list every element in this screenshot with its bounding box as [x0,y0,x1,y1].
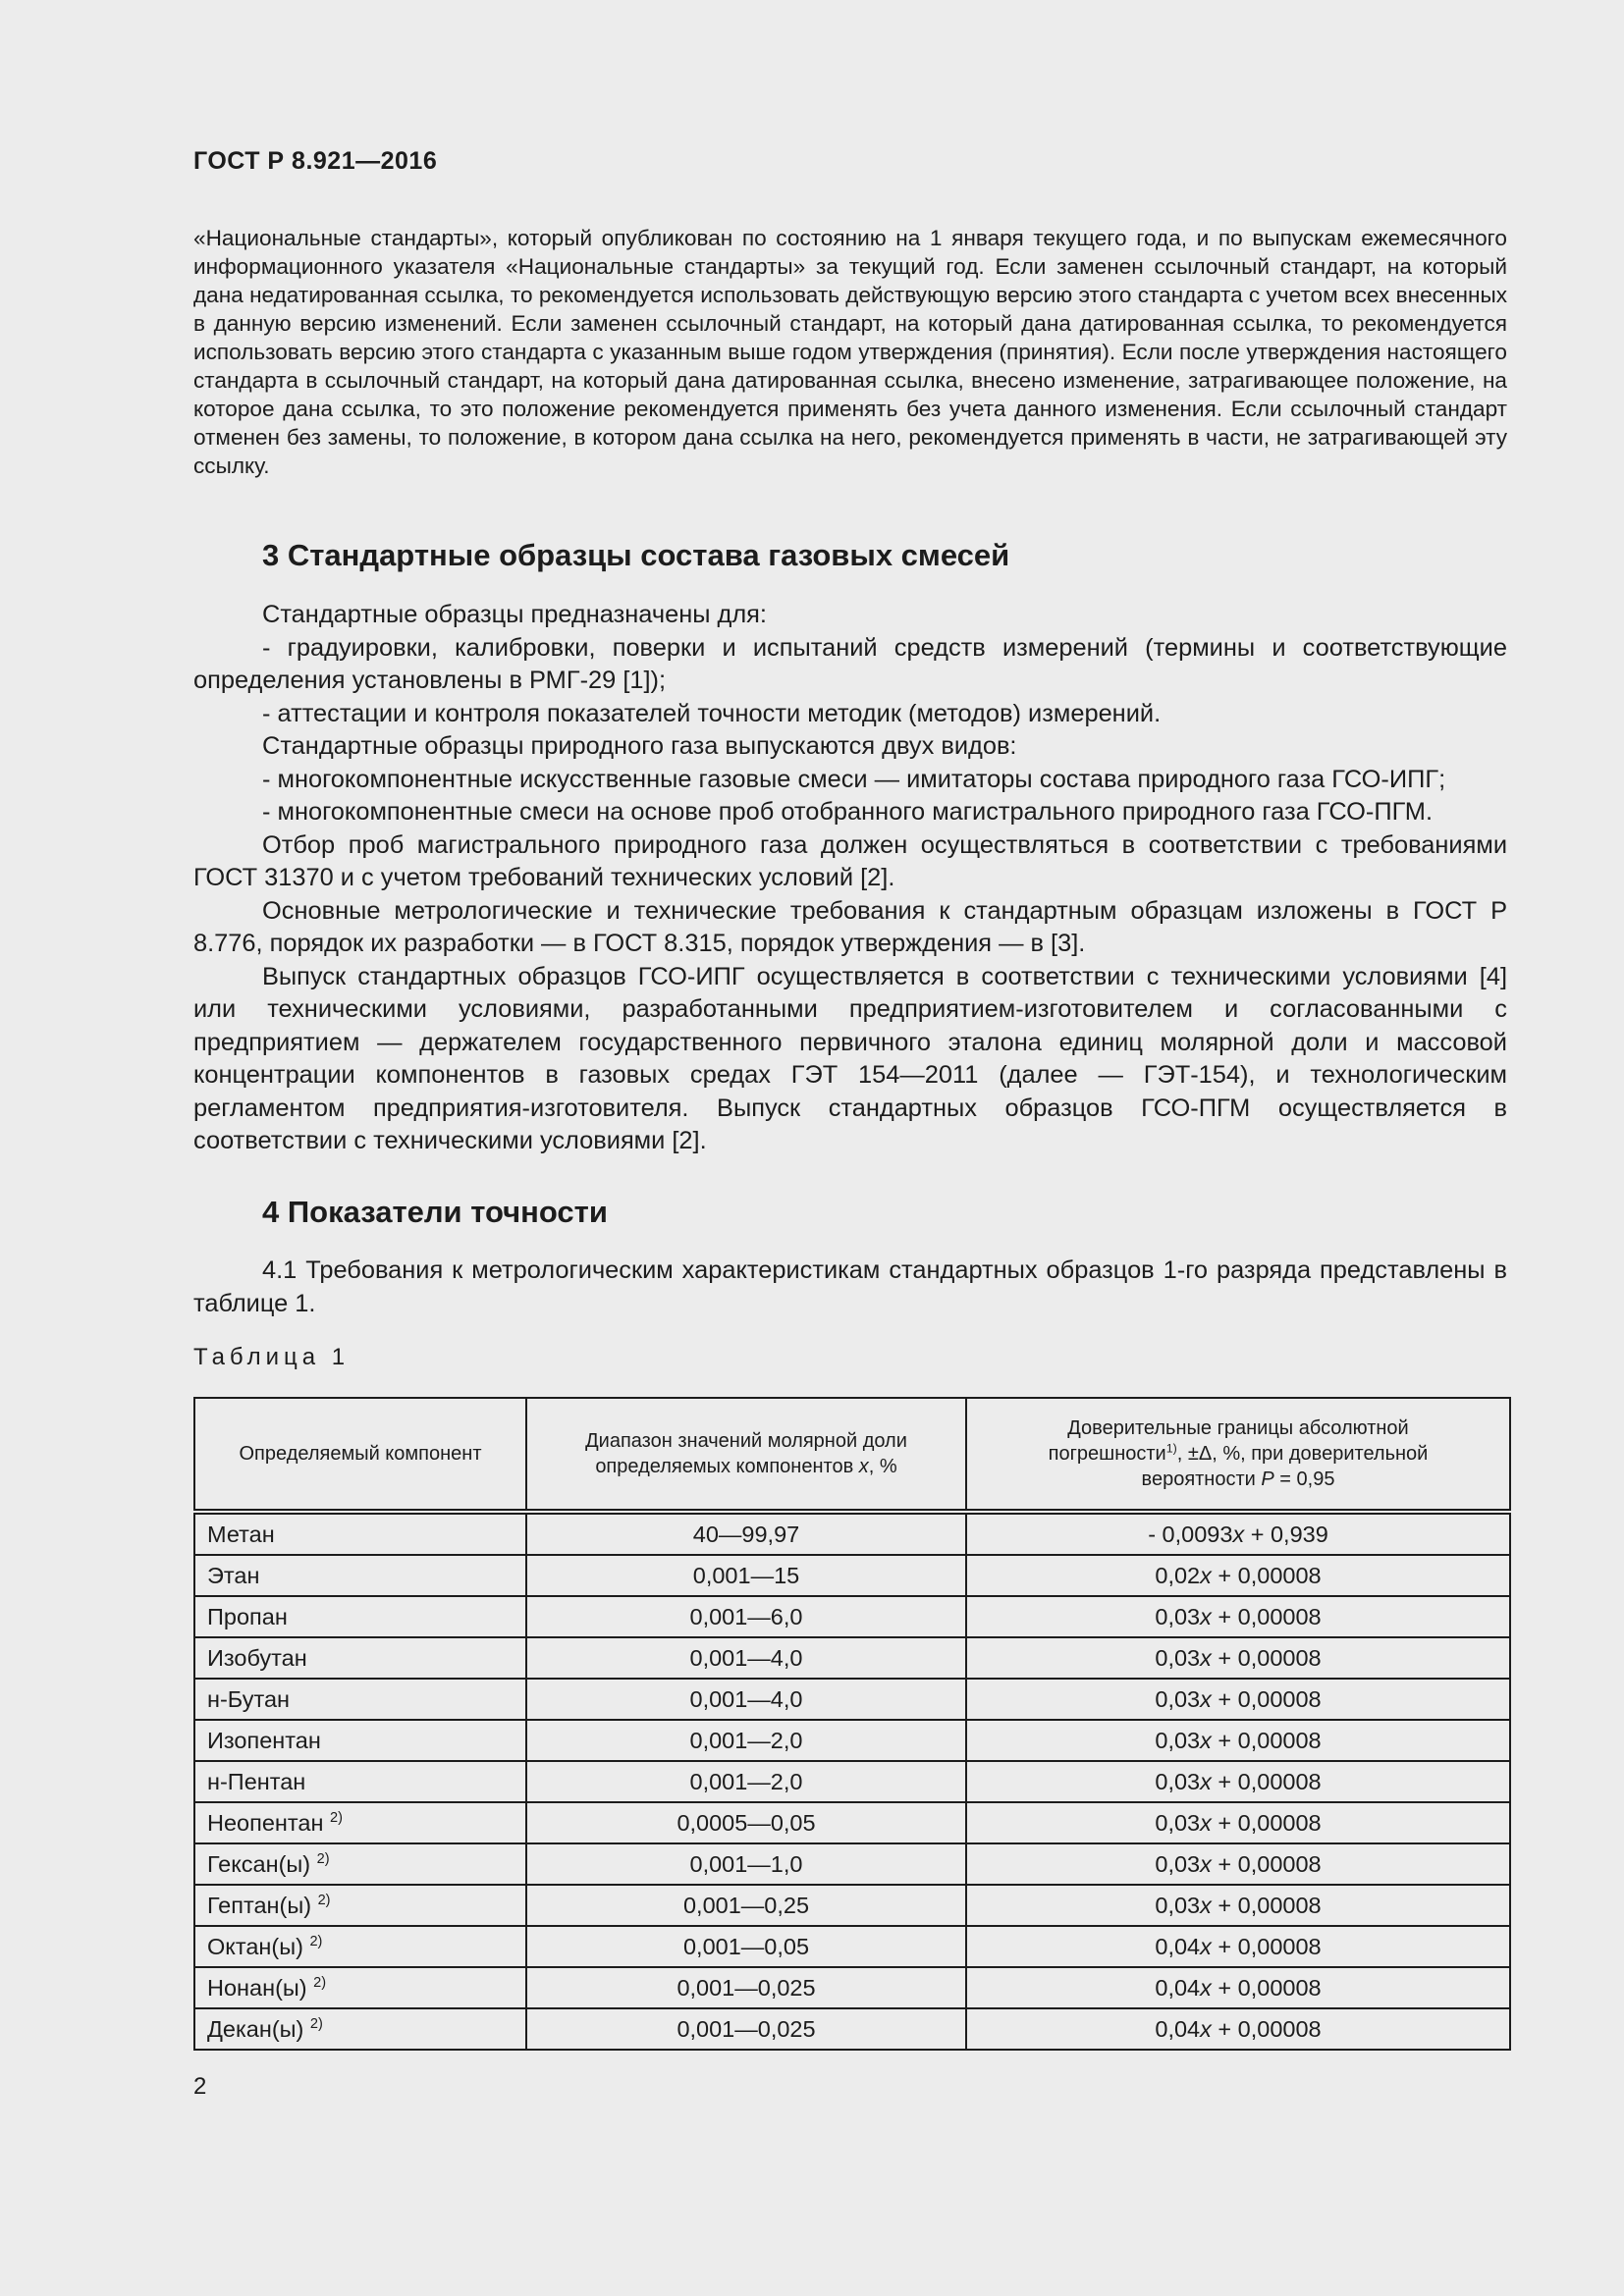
page-number: 2 [193,2073,207,2100]
cell-range: 0,001—0,025 [526,2008,966,2050]
cell-component: н-Бутан [194,1679,526,1720]
table-row [194,1637,1510,1679]
header-range: Диапазон значений молярной доли определяемых компонентов x, % [526,1398,966,1512]
paragraph: Стандартные образцы предназначены для: [262,601,767,628]
section-3-body [193,599,1507,1158]
cell-error: 0,04x + 0,00008 [966,1926,1510,1967]
table-row [194,1885,1510,1926]
table-header-row [194,1398,1510,1512]
cell-component: Неопентан $^{2)}$ [194,1802,526,1843]
paragraph: Отбор проб магистрального природного газа должен осуществляться в соответствии с требованиями ГОСТ 31370 и с учетом требований технических условий [2]. [193,830,1507,891]
table-row [194,1512,1510,1555]
paragraph: - многокомпонентные смеси на основе проб отобранного магистрального природного газа ГСО-ПГМ. [262,798,1433,826]
cell-component: н-Пентан [194,1761,526,1802]
cell-range: 0,001—4,0 [526,1679,966,1720]
table-row [194,1843,1510,1885]
cell-component: Гептан(ы) $^{2)}$ [194,1885,526,1926]
cell-component: Декан(ы) $^{2)}$ [194,2008,526,2050]
cell-error: 0,03x + 0,00008 [966,1596,1510,1637]
cell-range: 0,001—1,0 [526,1843,966,1885]
accuracy-table [193,1397,1511,2051]
paragraph: - многокомпонентные искусственные газовые смеси — имитаторы состава природного газа ГСО-ИПГ; [262,765,1446,793]
paragraph: - градуировки, калибровки, поверки и испытаний средств измерений (термины и соответствующие определения установлены в РМГ-29 [1]); [193,633,1507,694]
table-row [194,1720,1510,1761]
section-4-title: 4 Показатели точности [262,1195,608,1229]
cell-range: 0,001—4,0 [526,1637,966,1679]
paragraph: Выпуск стандартных образцов ГСО-ИПГ осуществляется в соответствии с техническими условиями [4] или техническими условиями, разработанными предприятием-изготовителем и согласованными с предприятием — держателем государственного первичного эталона единиц молярной доли и массовой концентрации компонентов в газовых средах ГЭТ 154—2011 (далее — ГЭТ-154), и технологическим регламентом предприятия-изготовителя. Выпуск стандартных образцов ГСО-ПГМ осуществляется в соответствии с техническими условиями [2]. [193,962,1507,1154]
cell-error: 0,03x + 0,00008 [966,1843,1510,1885]
cell-range: 0,001—0,05 [526,1926,966,1967]
table-body [194,1512,1510,2050]
cell-error: 0,03x + 0,00008 [966,1720,1510,1761]
cell-range: 0,0005—0,05 [526,1802,966,1843]
cell-range: 0,001—0,25 [526,1885,966,1926]
cell-range: 0,001—6,0 [526,1596,966,1637]
cell-error: 0,02x + 0,00008 [966,1555,1510,1596]
cell-component: Пропан [194,1596,526,1637]
table-row [194,1967,1510,2008]
cell-component: Нонан(ы) $^{2)}$ [194,1967,526,2008]
table-row [194,2008,1510,2050]
paragraph: Стандартные образцы природного газа выпускаются двух видов: [262,732,1017,760]
section-3-title: 3 Стандартные образцы состава газовых смесей [262,538,1010,572]
cell-component: Этан [194,1555,526,1596]
cell-range: 0,001—15 [526,1555,966,1596]
header-error: Доверительные границы абсолютной погрешности$^{1)}$, ±Δ, %, при доверительной вероятности P = 0,95 [966,1398,1510,1512]
cell-error: 0,04x + 0,00008 [966,1967,1510,2008]
table-row [194,1926,1510,1967]
cell-error: - 0,0093x + 0,939 [966,1512,1510,1555]
cell-component: Изопентан [194,1720,526,1761]
cell-range: 0,001—0,025 [526,1967,966,2008]
cell-range: 0,001—2,0 [526,1761,966,1802]
cell-error: 0,04x + 0,00008 [966,2008,1510,2050]
cell-range: 0,001—2,0 [526,1720,966,1761]
cell-error: 0,03x + 0,00008 [966,1802,1510,1843]
cell-error: 0,03x + 0,00008 [966,1637,1510,1679]
cell-component: Октан(ы) $^{2)}$ [194,1926,526,1967]
cell-error: 0,03x + 0,00008 [966,1679,1510,1720]
paragraph: 4.1 Требования к метрологическим характеристикам стандартных образцов 1-го разряда представлены в таблице 1. [193,1256,1507,1317]
header-component: Определяемый компонент [194,1398,526,1512]
cell-range: 40—99,97 [526,1512,966,1555]
paragraph: - аттестации и контроля показателей точности методик (методов) измерений. [262,699,1162,727]
table-row [194,1802,1510,1843]
table-row [194,1555,1510,1596]
cell-component: Изобутан [194,1637,526,1679]
cell-error: 0,03x + 0,00008 [966,1761,1510,1802]
intro-text [193,224,1507,480]
table-row [194,1596,1510,1637]
table-row [194,1761,1510,1802]
cell-component: Гексан(ы) $^{2)}$ [194,1843,526,1885]
paragraph: Основные метрологические и технические требования к стандартным образцам изложены в ГОСТ Р 8.776, порядок их разработки — в ГОСТ 8.315, порядок утверждения — в [3]. [193,896,1507,957]
intro-paragraph: «Национальные стандарты», который опубликован по состоянию на 1 января текущего года, и по выпускам ежемесячного информационного указателя «Национальные стандарты» за текущий год. Если заменен ссылочный стандарт, на который дана недатированная ссылка, то рекомендуется использовать действующую версию этого стандарта с учетом всех внесенных в данную версию изменений. Если заменен ссылочный стандарт, на который дана датированная ссылка, то рекомендуется использовать версию этого стандарта с указанным выше годом утверждения (принятия). Если после утверждения настоящего стандарта в ссылочный стандарт, на который дана датированная ссылка, внесено изменение, затрагивающее положение, на которое дана ссылка, то это положение рекомендуется применять без учета данного изменения. Если ссылочный стандарт отменен без замены, то положение, в котором дана ссылка на него, рекомендуется применять в части, не затрагивающей эту ссылку. [193,226,1507,478]
table-row [194,1679,1510,1720]
section-4-body [193,1255,1507,1320]
document-header: ГОСТ Р 8.921—2016 [193,147,438,175]
cell-error: 0,03x + 0,00008 [966,1885,1510,1926]
cell-component: Метан [194,1512,526,1555]
table-caption: Таблица 1 [193,1344,351,1370]
